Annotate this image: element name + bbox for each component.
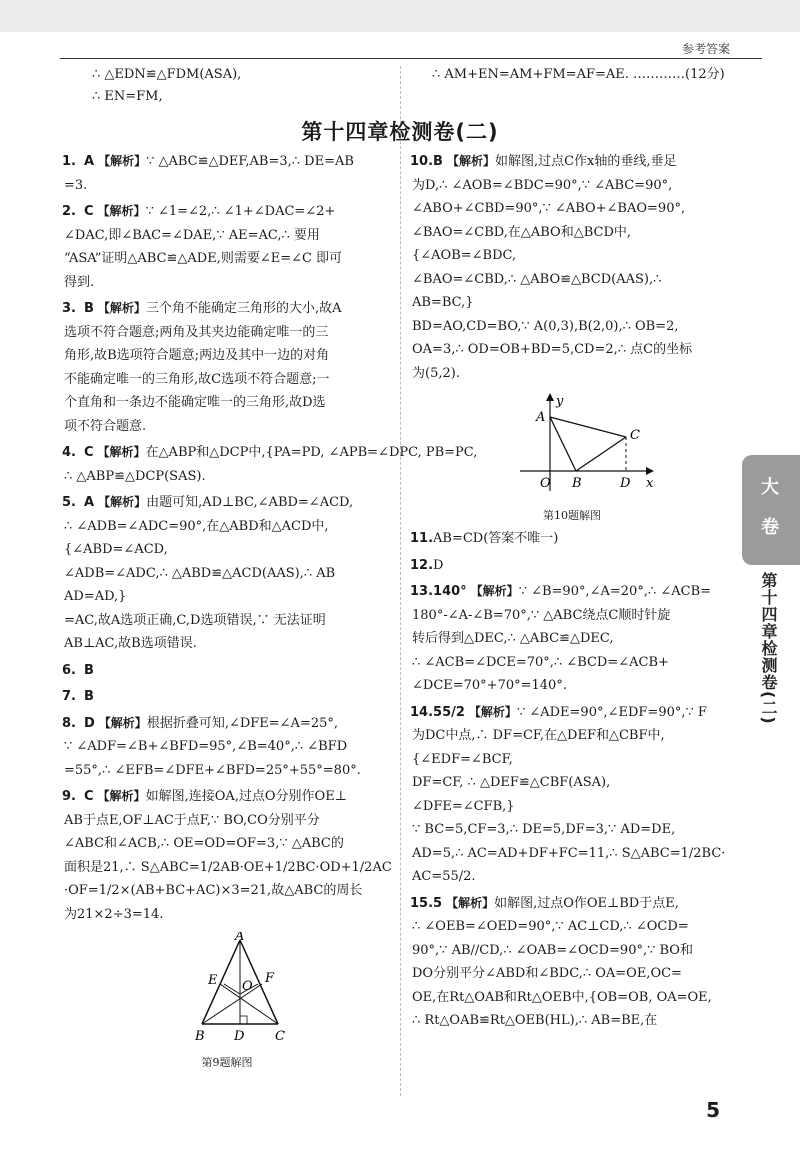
answer-text: 转后得到△DEC,∴ △ABC≌△DEC, [412,631,614,646]
answer-item [410,580,734,698]
answer-choice: 55/2 [433,704,465,720]
answer-choice: D [84,715,95,731]
answer-item [62,785,392,926]
answer-line [410,962,734,986]
top-strip [0,0,800,32]
fig10-label: D [620,476,631,491]
answer-line [410,150,734,174]
answer-line [410,651,734,675]
answer-line [62,515,392,539]
answer-item [62,712,392,783]
answer-text: 180°-∠A-∠B=70°,∵ △ABC绕点C顺时针旋 [412,607,671,623]
answer-item [62,491,392,656]
answer-text: ∵ BC=5,CF=3,∴ DE=5,DF=3,∵ AD=DE, [412,822,676,837]
prev-line: ∴ AM+EN=AM+FM=AF=AE. …………(12分) [432,67,725,82]
question-number: 11. [410,531,434,546]
analysis-tag: 【解析】 [470,584,519,598]
answer-line [410,701,734,725]
fig9-label: D [234,1029,245,1044]
answer-text: ∠ABO+∠CBD=90°,∵ ∠ABO+∠BAO=90°, [412,201,686,216]
answer-text: 为(5,2). [412,365,460,381]
answer-text: 选项不符合题意;两角及其夹边能确定唯一的三 [64,324,329,340]
answer-text: AB于点E,OF⊥AC于点F,∵ BO,CO分别平分 [64,812,320,828]
answer-text: 90°,∵ AB//CD,∴ ∠OAB=∠OCD=90°,∵ BO和 [412,942,693,958]
answer-item [410,554,734,578]
analysis-tag: 【解析】 [98,715,147,730]
answer-line [410,795,734,819]
answer-text: ∠ABC和∠ACB,∴ OE=OD=OF=3,∵ △ABC的 [64,836,344,851]
fig9-label: A [235,932,245,944]
answer-item [62,441,478,488]
answer-choice: B [84,662,94,678]
answer-line [410,604,734,628]
answer-line [62,465,392,489]
answer-text: {∠ABD=∠ACD, [64,542,168,557]
answer-text: ∠DAC,即∠BAC=∠DAE,∵ AE=AC,∴ 要用 [64,227,320,243]
fig9-label: E [208,973,218,988]
prev-right [432,64,725,86]
answer-line [410,291,734,315]
page-number: 5 [706,1098,720,1122]
side-chapter-label: 第十四章检测卷(二) [759,572,778,725]
answer-text: AB=BC,} [412,295,474,310]
answer-text: ∴ ∠ADB=∠ADC=90°,在△ABD和△ACD中, [64,518,329,534]
question-number: 10. [410,154,434,169]
answer-line [410,842,734,866]
answer-line [410,627,734,651]
answer-line [410,197,734,221]
answer-text: ∠BAO=∠CBD,在△ABO和△BCD中, [412,224,632,240]
analysis-tag: 【解析】 [446,154,495,168]
answer-line [62,785,392,809]
answer-text: OA=3,∴ OD=OB+BD=5,CD=2,∴ 点C的坐标 [412,342,693,357]
answer-choice: 5 [433,895,443,911]
figure-9 [62,932,392,1070]
answer-text: BD=AO,CD=BO,∵ A(0,3),B(2,0),∴ OB=2, [412,318,679,334]
fig9-label: C [275,1029,285,1044]
answer-choice: 140° [433,584,467,599]
answer-text: 角形,故B选项符合题意;两边及其中一边的对角 [64,348,330,363]
answer-text: ∴ ∠ACB=∠DCE=70°,∴ ∠BCD=∠ACB+ [412,654,669,670]
answer-line [410,174,734,198]
analysis-tag: 【解析】 [97,789,146,803]
header-rule [60,58,762,59]
answer-line [410,748,734,772]
question-number: 12. [410,557,434,573]
analysis-tag: 【解析】 [97,445,146,459]
answer-line [62,735,392,759]
answer-text: 如解图,过点C作x轴的垂线,垂足 [494,154,677,169]
answer-line [410,986,734,1010]
answer-line [410,1009,734,1033]
answer-line [62,271,392,295]
coordinate-figure [410,391,734,503]
answer-choice: C [84,445,94,460]
answer-line [62,609,392,633]
answer-item [410,527,734,551]
answer-line [62,659,392,683]
answer-text: 如解图,过点O作OE⊥BD于点E, [494,895,679,911]
answer-text: AB⊥AC,故B选项错误. [64,636,197,651]
answer-line [410,818,734,842]
answer-line [62,368,392,392]
answer-text: ∴ Rt△OAB≌Rt△OEB(HL),∴ AB=BE,在 [412,1013,658,1028]
answer-line [62,759,392,783]
answer-text: 根据折叠可知,∠DFE=∠A=25°, [146,715,339,731]
answer-text: 面积是21,∴ S△ABC=1/2AB·OE+1/2BC·OD+1/2AC [64,859,392,875]
side-tab-char: 卷 [761,517,779,538]
answer-line [62,879,392,903]
answer-text: 在△ABP和△DCP中,{PA=PD, ∠APB=∠DPC, PB=PC, [145,445,478,460]
answer-text: 如解图,连接OA,过点O分别作OE⊥ [145,789,347,804]
answer-text: ∠ADB=∠ADC,∴ △ABD≌△ACD(AAS),∴ AB [64,565,336,581]
question-number: 2. [62,204,76,219]
answer-text: ∴ △ABP≌△DCP(SAS). [64,468,206,484]
question-number: 14. [410,704,434,720]
answer-line [410,244,734,268]
answer-text: AC=55/2. [412,869,476,884]
answer-text: 由题可知,AD⊥BC,∠ABD=∠ACD, [146,495,354,510]
right-column [410,150,734,1036]
analysis-tag: 【解析】 [98,154,147,168]
figure-10 [410,391,734,523]
answer-line [62,321,392,345]
answer-line [62,415,392,439]
analysis-tag: 【解析】 [97,301,146,315]
answer-line [410,892,734,916]
question-number: 4. [62,445,76,460]
answer-text: ∠BAO=∠CBD,∴ △ABO≌△BCD(AAS),∴ [412,271,662,287]
answer-text: ∵ △ABC≌△DEF,AB=3,∴ DE=AB [146,154,354,169]
answer-text: ∵ ∠1=∠2,∴ ∠1+∠DAC=∠2+ [145,204,336,219]
question-number: 15. [410,895,434,911]
answer-line [62,297,392,321]
answer-line [410,580,734,604]
question-number: 1. [62,154,76,169]
answer-choice: B [84,689,94,704]
answer-line [410,771,734,795]
answer-text: ∵ ∠B=90°,∠A=20°,∴ ∠ACB= [518,584,712,599]
answer-line [62,491,392,515]
answer-line [410,939,734,963]
answer-line [62,538,392,562]
answer-text: 得到. [64,274,95,290]
answer-line [62,174,392,198]
answer-choice: C [84,789,94,804]
prev-line: ∴ EN=FM, [92,89,163,104]
answer-text: 为D,∴ ∠AOB=∠BDC=90°,∵ ∠ABC=90°, [412,177,673,193]
answer-line [62,150,392,174]
answer-text: ∵ ∠ADF=∠B+∠BFD=95°,∠B=40°,∴ ∠BFD [64,739,348,754]
answer-line [410,674,734,698]
answer-text: D [433,557,444,573]
answer-line [410,221,734,245]
answer-text: 三个角不能确定三角形的大小,故A [145,301,342,316]
answer-line [62,685,392,709]
analysis-tag: 【解析】 [97,204,146,218]
answer-item [62,297,392,438]
question-number: 13. [410,584,434,599]
answer-line [62,224,392,248]
answer-line [62,562,392,586]
analysis-tag: 【解析】 [446,895,495,910]
answer-text: AB=CD(答案不唯一) [433,531,559,546]
fig9-label: B [195,1029,205,1044]
answer-line [410,724,734,748]
fig10-label: A [536,410,546,425]
question-number: 8. [62,715,76,731]
answer-text: DO分别平分∠ABD和∠BDC,∴ OA=OE,OC= [412,966,682,981]
answer-item [62,659,392,683]
answer-choice: B [84,301,94,316]
answer-text: 个直角和一条边不能确定唯一的三角形,故D选 [64,395,326,410]
answer-item [62,200,392,294]
column-divider [400,66,401,1096]
answer-choice: A [84,495,95,510]
answer-choice: C [84,204,94,219]
answer-line [62,344,392,368]
answer-line [410,268,734,292]
answer-line [62,200,392,224]
answer-text: ∠DCE=70°+70°=140°. [412,678,567,693]
answer-line [410,554,734,578]
answer-text: 为21×2÷3=14. [64,906,164,922]
question-number: 7. [62,689,76,704]
answer-text: ∴ ∠OEB=∠OED=90°,∵ AC⊥CD,∴ ∠OCD= [412,919,689,934]
fig9-label: F [265,971,275,986]
side-tab [742,455,800,565]
fig10-label: C [630,428,640,443]
fig10-label: O [540,476,551,491]
answer-line [62,585,392,609]
answer-line [62,247,392,271]
answer-line [410,315,734,339]
answer-text: AD=5,∴ AC=AD+DF+FC=11,∴ S△ABC=1/2BC· [412,845,726,861]
answer-text: AD=AD,} [64,589,127,604]
analysis-tag: 【解析】 [468,704,517,719]
answer-line [410,338,734,362]
answer-line [62,391,392,415]
answer-line [410,527,734,551]
answer-line [62,809,392,833]
answer-line [62,832,392,856]
answer-text: DF=CF, ∴ △DEF≌△CBF(ASA), [412,775,611,790]
answer-line [410,915,734,939]
answer-text: “ASA”证明△ABC≌△ADE,则需要∠E=∠C 即可 [64,251,343,266]
figure-caption: 第10题解图 [543,509,601,522]
answer-line [62,632,392,656]
question-number: 6. [62,662,76,678]
answer-text: {∠EDF=∠BCF, [412,751,513,767]
answer-text: =55°,∴ ∠EFB=∠DFE+∠BFD=25°+55°=80°. [64,762,361,778]
answer-item [410,701,734,889]
answer-line [62,903,392,927]
fig10-label: B [572,476,582,491]
answer-text: =AC,故A选项正确,C,D选项错误,∵ 无法证明 [64,612,326,628]
answer-line [410,865,734,889]
answer-line [410,362,734,386]
question-number: 5. [62,495,76,510]
answer-text: {∠AOB=∠BDC, [412,248,517,263]
figure-caption: 第9题解图 [201,1056,253,1069]
side-tab-char: 大 [761,477,779,498]
answer-text: ·OF=1/2×(AB+BC+AC)×3=21,故△ABC的周长 [64,883,363,898]
answer-line [62,856,392,880]
fig10-label: x [646,476,654,491]
answer-text: ∵ ∠ADE=90°,∠EDF=90°,∵ F [516,704,707,720]
fig9-label: O [242,979,253,994]
question-number: 3. [62,301,76,316]
answer-text: OE,在Rt△OAB和Rt△OEB中,{OB=OB, OA=OE, [412,989,712,1005]
answer-item [410,150,734,385]
prev-line: ∴ △EDN≌△FDM(ASA), [92,67,242,82]
header-label: 参考答案 [681,42,730,56]
answer-line [62,712,392,736]
answer-item [62,150,392,197]
answer-text: 为DC中点,∴ DF=CF,在△DEF和△CBF中, [412,728,665,743]
answer-choice: A [84,154,95,169]
answer-item [62,685,392,709]
answer-text: =3. [64,177,88,193]
page-title: 第十四章检测卷(二) [301,120,499,144]
answer-text: ∠DFE=∠CFB,} [412,798,515,814]
question-number: 9. [62,789,76,804]
answer-line [62,441,478,465]
answer-text: 不能确定唯一的三角形,故C选项不符合题意;一 [64,371,330,387]
triangle-figure [62,932,392,1050]
answer-text: 项不符合题意. [64,418,147,434]
prev-left [92,64,241,108]
answer-choice: B [433,154,443,169]
analysis-tag: 【解析】 [98,495,147,509]
answer-item [410,892,734,1033]
fig10-label: y [556,394,564,409]
